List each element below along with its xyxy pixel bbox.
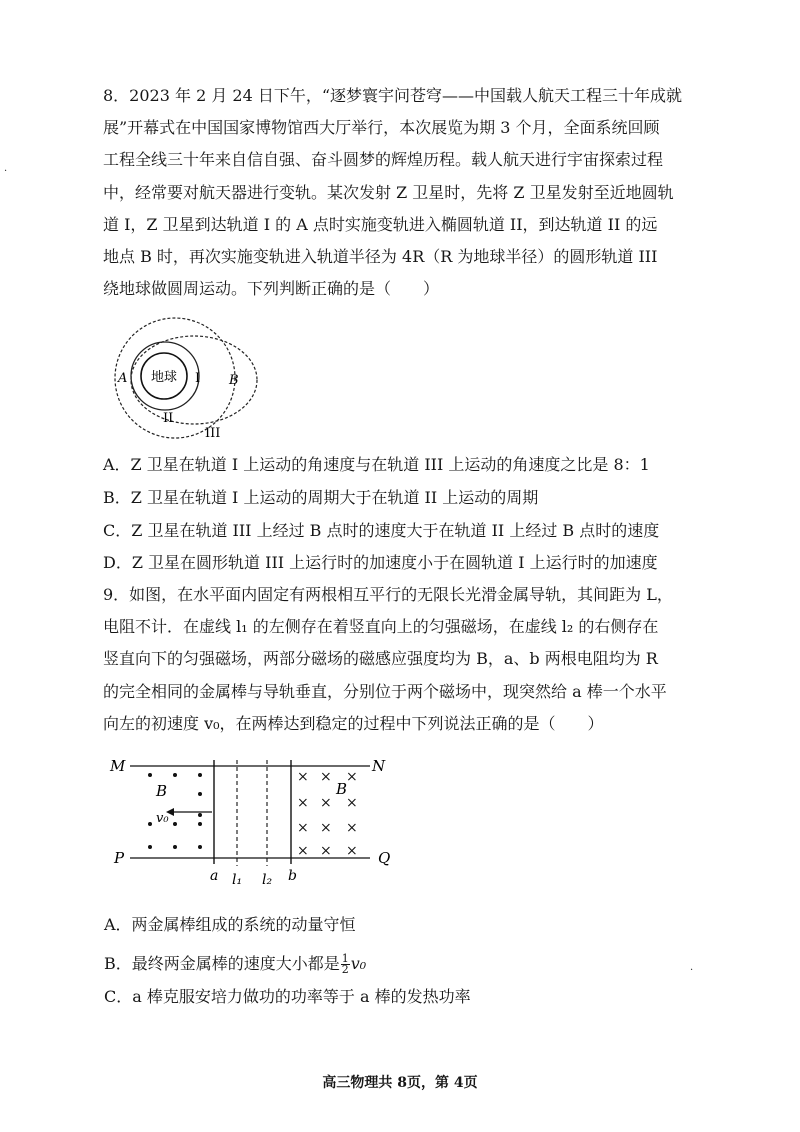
orbit-I-label: I <box>195 371 201 386</box>
q8-option-a[interactable]: A．Z 卫星在轨道 I 上运动的角速度与在轨道 III 上运动的角速度之比是 8：1 <box>103 455 650 474</box>
label-B-left: B <box>156 782 168 800</box>
q9-option-b-v0: v₀ <box>350 954 367 973</box>
field-dot <box>198 792 202 796</box>
q8-option-c[interactable]: C．Z 卫星在轨道 III 上经过 B 点时的速度大于在轨道 II 上经过 B 点时的速度 <box>103 521 660 540</box>
scan-speck: · <box>4 166 8 177</box>
fraction-numerator: 1 <box>341 952 349 965</box>
q9-line: 竖直向下的匀强磁场，两部分磁场的磁感应强度均为 B，a、b 两根电阻均为 R <box>103 649 658 669</box>
field-cross: × <box>320 769 332 785</box>
q9-line: 电阻不计．在虚线 l₁ 的左侧存在着竖直向上的匀强磁场，在虚线 l₂ 的右侧存在 <box>103 617 659 637</box>
field-cross: × <box>346 769 358 785</box>
field-cross: × <box>320 820 332 836</box>
point-B-label: B <box>229 373 239 388</box>
field-cross: × <box>297 769 309 785</box>
label-N: N <box>372 757 386 775</box>
q8-line: 8．2023 年 2 月 24 日下午，“逐梦寰宇问苍穹——中国载人航天工程三十年成就 <box>103 86 683 105</box>
label-B-right: B <box>336 780 348 798</box>
scan-speck: · <box>690 965 694 976</box>
field-cross: × <box>297 843 309 859</box>
q8-line: 中，经常要对航天器进行变轨。某次发射 Z 卫星时，先将 Z 卫星发射至近地圆轨 <box>103 182 674 202</box>
label-l1: l₁ <box>232 872 243 888</box>
field-cross: × <box>320 795 332 811</box>
orbit-diagram <box>105 310 265 445</box>
q8-option-b[interactable]: B．Z 卫星在轨道 I 上运动的周期大于在轨道 II 上运动的周期 <box>103 488 539 507</box>
label-v0: v₀ <box>156 811 169 826</box>
label-M: M <box>110 757 126 775</box>
label-b: b <box>288 868 297 884</box>
field-dot <box>198 822 202 826</box>
q9-option-b-text: B．最终两金属棒的速度大小都是 <box>104 954 340 973</box>
q8-line: 展”开幕式在中国国家博物馆西大厅举行，本次展览为期 3 个月，全面系统回顾 <box>103 118 660 138</box>
field-dot <box>148 822 152 826</box>
page-footer: 高三物理共 8页，第 4页 <box>322 1075 478 1091</box>
q8-line: 道 I，Z 卫星到达轨道 I 的 A 点时实施变轨进入椭圆轨道 II，到达轨道 II 的远 <box>103 214 658 234</box>
fraction-denominator: 2 <box>341 963 349 976</box>
field-dot <box>148 845 152 849</box>
q9-line: 的完全相同的金属棒与导轨垂直，分别位于两个磁场中，现突然给 a 棒一个水平 <box>103 681 667 701</box>
field-dot <box>148 773 152 777</box>
label-Q: Q <box>378 849 391 867</box>
rail-diagram <box>108 752 408 890</box>
label-a: a <box>210 868 219 884</box>
q8-line: 绕地球做圆周运动。下列判断正确的是（ ） <box>103 279 440 299</box>
point-A-label: A <box>118 371 128 386</box>
q8-line: 地点 B 时，再次实施变轨进入轨道半径为 4R（R 为地球半径）的圆形轨道 III <box>103 247 658 267</box>
field-dot <box>173 773 177 777</box>
q9-line: 9．如图，在水平面内固定有两根相互平行的无限长光滑金属导轨，其间距为 L， <box>103 585 673 604</box>
q9-line: 向左的初速度 v₀，在两棒达到稳定的过程中下列说法正确的是（ ） <box>103 713 604 733</box>
fraction-one-half <box>341 954 350 975</box>
q8-option-d[interactable]: D．Z 卫星在圆形轨道 III 上运行时的加速度小于在圆轨道 I 上运行时的加速度 <box>103 553 658 572</box>
q8-line: 工程全线三十年来自信自强、奋斗圆梦的辉煌历程。载人航天进行宇宙探索过程 <box>103 150 664 170</box>
question-9-stem <box>103 579 673 740</box>
label-P: P <box>114 849 125 867</box>
q9-option-a[interactable]: A．两金属棒组成的系统的动量守恒 <box>104 915 356 934</box>
field-cross: × <box>346 795 358 811</box>
orbit-III-label: III <box>205 426 221 441</box>
field-dot <box>198 773 202 777</box>
field-dot <box>198 845 202 849</box>
field-cross: × <box>297 795 309 811</box>
label-l2: l₂ <box>262 872 273 888</box>
field-cross: × <box>346 843 358 859</box>
field-dot <box>173 822 177 826</box>
q9-option-b[interactable] <box>104 952 366 976</box>
field-dot <box>198 813 202 817</box>
field-dot <box>173 845 177 849</box>
earth-label: 地球 <box>150 370 178 385</box>
field-cross: × <box>320 843 332 859</box>
question-8-stem <box>103 80 683 305</box>
field-crosses-downward <box>297 769 358 859</box>
q9-option-c[interactable]: C．a 棒克服安培力做功的功率等于 a 棒的发热功率 <box>104 987 471 1006</box>
field-cross: × <box>297 820 309 836</box>
orbit-II-label: II <box>163 411 174 426</box>
field-cross: × <box>346 820 358 836</box>
